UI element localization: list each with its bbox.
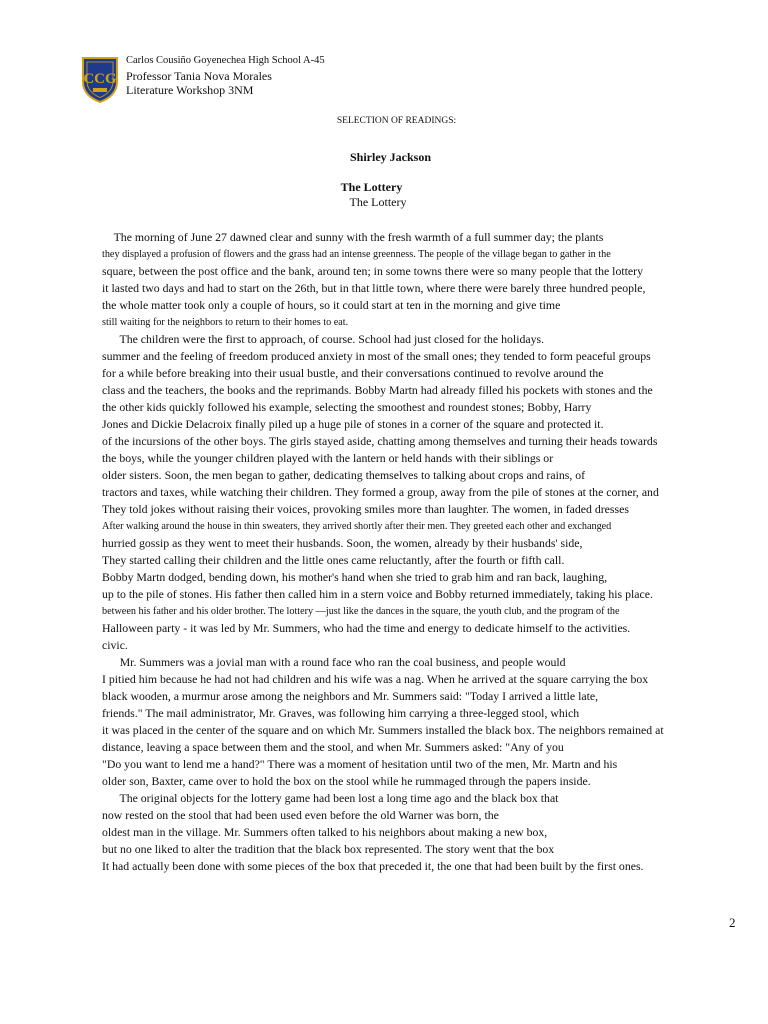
text-line: class and the teachers, the books and the reprimands. Bobby Martn had already filled his pockets with stones and the xyxy=(102,383,653,397)
text-line: of the incursions of the other boys. The girls stayed aside, chatting among themselves and turning their heads towards xyxy=(102,434,658,448)
text-line: civic. xyxy=(102,638,128,652)
school-crest-icon xyxy=(80,55,120,103)
text-line: it was placed in the center of the square and on which Mr. Summers installed the black box. The neighbors remained at xyxy=(102,723,664,737)
school-logo xyxy=(80,55,120,103)
text-line: Halloween party - it was led by Mr. Summers, who had the time and energy to dedicate himself to the activities. xyxy=(102,621,631,635)
text-line: It had actually been done with some pieces of the box that preceded it, the one that had been built by the first ones. xyxy=(102,859,644,873)
text-line: They started calling their children and the little ones came reluctantly, after the fourth or fifth call. xyxy=(102,553,565,567)
course-name: Literature Workshop 3NM xyxy=(126,83,254,97)
selection-label: SELECTION OF READINGS: xyxy=(336,116,457,126)
story-text xyxy=(102,229,702,875)
school-header xyxy=(126,54,325,98)
page-number: 2 xyxy=(729,915,736,930)
text-line: up to the pile of stones. His father then called him in a stern voice and Bobby returned immediately, taking his place. xyxy=(102,587,653,601)
text-line: now rested on the stool that had been used even before the old Warner was born, the xyxy=(102,808,499,822)
story-title-bold: The Lottery xyxy=(340,180,403,194)
text-line: black wooden, a murmur arose among the neighbors and Mr. Summers said: "Today I arrived a little late, xyxy=(102,689,599,703)
text-line: for a while before breaking into their usual bustle, and their conversations continued to revolve around the xyxy=(102,366,604,380)
text-line: tractors and taxes, while watching their children. They formed a group, away from the pile of stones at the corner, and xyxy=(102,485,659,499)
text-line: Mr. Summers was a jovial man with a round face who ran the coal business, and people would xyxy=(102,655,566,669)
text-line: "Do you want to lend me a hand?" There was a moment of hesitation until two of the men, Mr. Martn and his xyxy=(102,757,618,771)
text-line: Bobby Martn dodged, bending down, his mother's hand when she tried to grab him and ran back, laughing, xyxy=(102,570,608,584)
text-line: summer and the feeling of freedom produced anxiety in most of the small ones; they tended to form peaceful groups xyxy=(102,349,651,363)
text-line: the other kids quickly followed his example, selecting the smoothest and roundest stones; Bobby, Harry xyxy=(102,400,592,414)
text-line: oldest man in the village. Mr. Summers often talked to his neighbors about making a new box, xyxy=(102,825,548,839)
text-line: between his father and his older brother. The lottery —just like the dances in the square, the youth club, and the program of the xyxy=(102,606,620,617)
school-name: Carlos Cousiño Goyenechea High School A-45 xyxy=(126,55,325,66)
text-line: I pitied him because he had not had children and his wife was a nag. When he arrived at the square carrying the box xyxy=(102,672,649,686)
text-line: Jones and Dickie Delacroix finally piled up a huge pile of stones in a corner of the square and protected it. xyxy=(102,417,604,431)
text-line: square, between the post office and the bank, around ten; in some towns there were so many people that the lottery xyxy=(102,264,643,278)
logo-letters: CCG xyxy=(83,71,117,87)
text-line: The original objects for the lottery game had been lost a long time ago and the black box that xyxy=(102,791,559,805)
text-line: the whole matter took only a couple of hours, so it could start at ten in the morning and give time xyxy=(102,298,561,312)
text-line: After walking around the house in thin sweaters, they arrived shortly after their men. They greeted each other and exchanged xyxy=(102,521,612,532)
text-line: the boys, while the younger children played with the lantern or held hands with their siblings or xyxy=(102,451,554,465)
text-line: They told jokes without raising their voices, provoking smiles more than laughter. The women, in faded dresses xyxy=(102,502,629,516)
text-line: it lasted two days and had to start on the 26th, but in that little town, where there were barely three hundred people, xyxy=(102,281,646,295)
text-line: hurried gossip as they went to meet their husbands. Soon, the women, already by their husbands' side, xyxy=(102,536,583,550)
author-name: Shirley Jackson xyxy=(349,150,431,164)
text-line: still waiting for the neighbors to return to their homes to eat. xyxy=(102,317,349,328)
story-title: The Lottery xyxy=(349,195,407,209)
text-line: distance, leaving a space between them and the stool, and when Mr. Summers asked: "Any of you xyxy=(102,740,564,754)
professor-name: Professor Tania Nova Morales xyxy=(126,68,272,83)
text-line: friends." The mail administrator, Mr. Graves, was following him carrying a three-legged stool, which xyxy=(102,706,580,720)
text-line: older sisters. Soon, the men began to gather, dedicating themselves to talking about crops and rains, of xyxy=(102,468,586,482)
text-line: The morning of June 27 dawned clear and sunny with the fresh warmth of a full summer day; the plants xyxy=(102,230,604,244)
text-line: but no one liked to alter the tradition that the black box represented. The story went that the box xyxy=(102,842,555,856)
text-line: they displayed a profusion of flowers and the grass had an intense greenness. The people of the village began to gather in the xyxy=(102,249,611,260)
text-line: older son, Baxter, came over to hold the box on the stool while he rummaged through the papers inside. xyxy=(102,774,591,788)
text-line: The children were the first to approach, of course. School had just closed for the holidays. xyxy=(102,332,545,346)
